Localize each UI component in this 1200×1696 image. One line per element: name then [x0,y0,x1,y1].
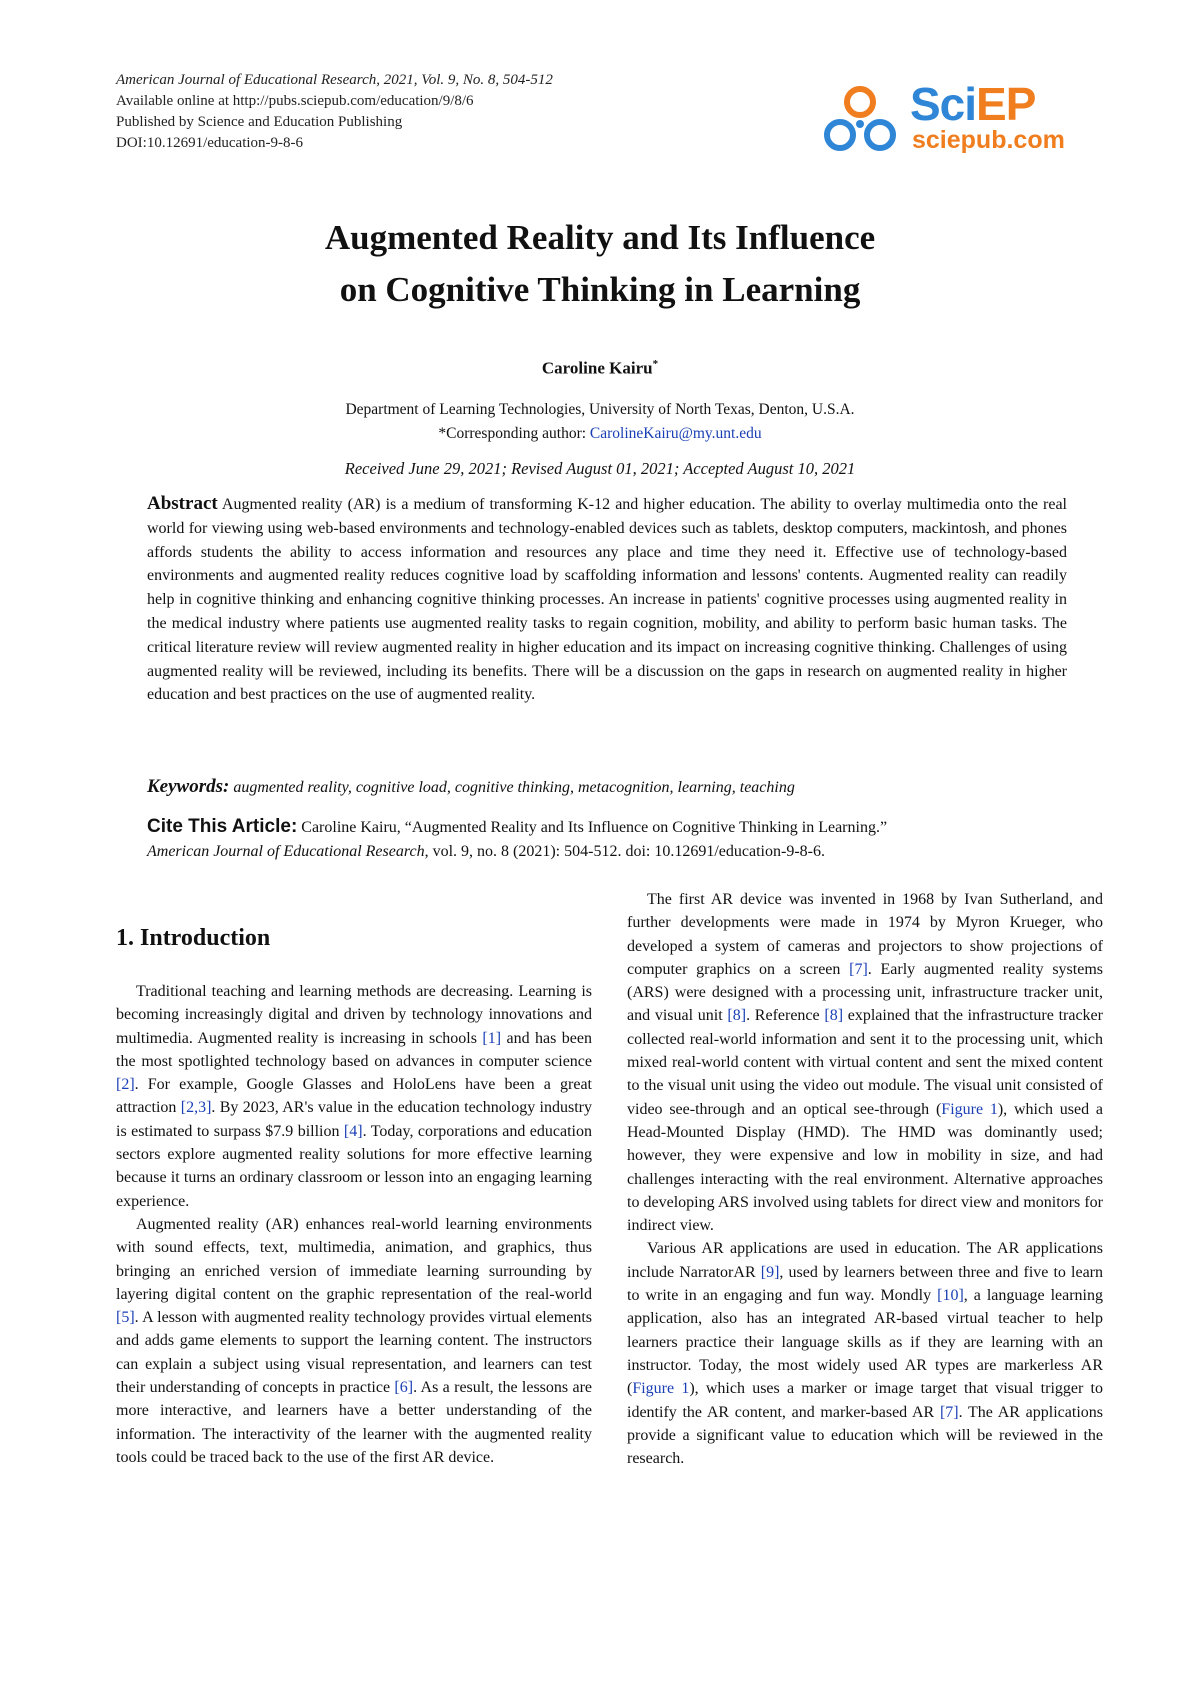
sciepub-logo-icon [820,80,900,162]
paragraph-3 [627,888,1103,1237]
p4-text-2: , used by learners between three and five to learn to write in an engaging and fun way. Mondly [627,1263,1104,1305]
cite-this-article [147,815,1077,864]
paragraph-4 [627,1237,1103,1470]
cite-text-1: Caroline Kairu, “Augmented Reality and Its Influence on Cognitive Thinking in Learning.” [301,819,888,836]
journal-header [116,70,553,154]
department-line: Department of Learning Technologies, University of North Texas, Denton, U.S.A. [345,401,855,418]
p1-text-5: . Today, corporations and education sectors explore augmented reality solutions for more effective learning because it turns an ordinary classroom or lesson into an engaging learning experience. [116,1122,593,1210]
p2-text-1: Augmented reality (AR) enhances real-world learning environments with sound effects, text, multimedia, animation, and graphics, thus bringing an enriched version of immediate learning surrounding by layering digital content on the graphic representation of the real-world [116,1215,592,1303]
ref-link[interactable]: [4] [343,1122,363,1140]
p3-text-4: explained that the infrastructure tracker collected real-world information and sent it to the processing unit, which mixed real-world content with virtual content and sent the mixed content to the visual unit using the video out module. The visual unit consisted of video see-through and an optical see-through ( [627,1007,1103,1118]
p3-text-5: ), which used a Head-Mounted Display (HMD). The HMD was dominantly used; however, they were expensive and low in mobility in size, and had challenges interacting with the real environment. Alternative approaches to developing ARS involved using tablets for direct view and monitors for indirect view. [627,1100,1104,1235]
p4-text-4: ), which uses a marker or image target that visual trigger to identify the AR content, and marker-based AR [627,1380,1103,1421]
p3-text-2: . Early augmented reality systems (ARS) were designed with a processing unit, infrastructure tracker unit, and visual unit [627,960,1103,1025]
p1-text-3: . For example, Google Glasses and HoloLens have been a great attraction [116,1076,592,1117]
right-column [627,888,1103,1470]
figure-link[interactable]: Figure 1 [632,1380,690,1398]
title-line-1: Augmented Reality and Its Influence [324,218,876,257]
sciep-logo[interactable] [820,80,1090,162]
ref-link[interactable]: [2,3] [180,1099,212,1117]
ref-link[interactable]: [1] [482,1029,502,1047]
paragraph-2 [116,1213,592,1469]
publication-dates: Received June 29, 2021; Revised August 01, 2021; Accepted August 10, 2021 [344,459,856,478]
keywords-text: augmented reality, cognitive load, cognitive thinking, metacognition, learning, teaching [233,779,795,796]
left-column [116,980,592,1469]
p3-text-1: The first AR device was invented in 1968 by Ivan Sutherland, and further developments were made in 1974 by Myron Krueger, who developed a system of cameras and projectors to show projections of computer graphics on a screen [627,891,1103,978]
paper-title [0,212,1200,316]
author-name: Caroline Kairu [541,358,653,378]
corresponding-label: *Corresponding author: [438,425,587,442]
corresponding-line [0,422,1200,446]
ref-link[interactable]: [8] [824,1007,844,1025]
p2-text-2: . A lesson with augmented reality technology provides virtual elements and adds game elements to support the learning content. The instructors can explain a subject using visual representation, and learners can test their understanding of concepts in practice [116,1309,592,1397]
publisher-line: Published by Science and Education Publishing [116,114,403,130]
p4-text-5: . The AR applications provide a significant value to education which will be reviewed in the research. [627,1403,1103,1468]
section-heading-introduction: 1. Introduction [116,925,271,951]
ref-link[interactable]: [10] [937,1287,964,1305]
ref-link[interactable]: [8] [727,1007,747,1025]
logo-wordmark [910,78,1035,130]
cite-label: Cite This Article: [147,816,298,837]
ref-link[interactable]: [9] [760,1263,780,1281]
title-line-2: on Cognitive Thinking in Learning [339,270,861,309]
p4-text-1: Various AR applications are used in education. The AR applications include NarratorAR [627,1240,1103,1281]
logo-ep-text: EP [976,78,1036,130]
p4-text-3: , a language learning application, also has an integrated AR-based virtual teacher to help learners practice their language skills as if they are learning with an instructor. Today, the most widely used AR types are markerless AR ( [627,1287,1103,1398]
ref-link[interactable]: [7] [939,1403,959,1421]
ref-link[interactable]: [6] [394,1379,414,1397]
cite-text-2: , vol. 9, no. 8 (2021): 504-512. doi: 10.12691/education-9-8-6. [424,843,825,860]
ref-link[interactable]: [2] [116,1076,135,1094]
p2-text-3: . As a result, the lessons are more interactive, and learners have a better understanding of the information. The interactivity of the learner with the augmented reality tools could be traced back to the use of the first AR device. [116,1379,593,1466]
cite-journal: American Journal of Educational Research [147,843,425,860]
keywords [147,776,1067,798]
p3-text-3: . Reference [746,1007,825,1025]
abstract-text: Augmented reality (AR) is a medium of transforming K-12 and higher education. The ability to overlay multimedia onto the real world for viewing using web-based environments and technology-enabled devices such as tablets, desktop computers, mackintosh, and phones affords students the ability to access information and resources any place and time they need it. Effective use of technology-based environments and augmented reality reduces cognitive load by scaffolding information and lessons' contents. Augmented reality can readily help in cognitive thinking and enhancing cognitive thinking processes. An increase in patients' cognitive processes using augmented reality in the medical industry where patients use augmented reality tasks to regain cognition, mobility, and ability to perform basic human tasks. The critical literature review will review augmented reality in higher education and its impact on increasing cognitive thinking. Challenges of using augmented reality will be reviewed, including its benefits. There will be a discussion on the gaps in research on augmented reality in higher education and best practices on the use of augmented reality. [147,496,1068,704]
affiliation [0,398,1200,446]
author-email-link[interactable]: CarolineKairu@my.unt.edu [589,425,762,442]
corresponding-mark: * [652,358,659,370]
p1-text-4: . By 2023, AR's value in the education technology industry is estimated to surpass $7.9 billion [116,1099,593,1140]
author [0,358,1200,379]
p1-text-1: Traditional teaching and learning methods are decreasing. Learning is becoming increasingly digital and driven by technology innovations and multimedia. Augmented reality is increasing in schools [116,983,592,1047]
online-url-line[interactable]: Available online at http://pubs.sciepub.com/education/9/8/6 [116,93,474,109]
ref-link[interactable]: [5] [116,1309,135,1327]
keywords-label: Keywords: [147,776,230,797]
abstract-label: Abstract [147,493,218,514]
ref-link[interactable]: [7] [849,960,868,978]
abstract [147,492,1067,707]
figure-link[interactable]: Figure 1 [941,1100,998,1118]
logo-sci-text: Sci [910,78,977,130]
logo-url: sciepub.com [912,126,1065,154]
doi-line[interactable]: DOI:10.12691/education-9-8-6 [116,135,304,151]
journal-citation-line: American Journal of Educational Research, 2021, Vol. 9, No. 8, 504-512 [116,72,553,88]
p1-text-2: and has been the most spotlighted technology based on advances in computer science [116,1029,592,1070]
paragraph-1 [116,980,592,1213]
